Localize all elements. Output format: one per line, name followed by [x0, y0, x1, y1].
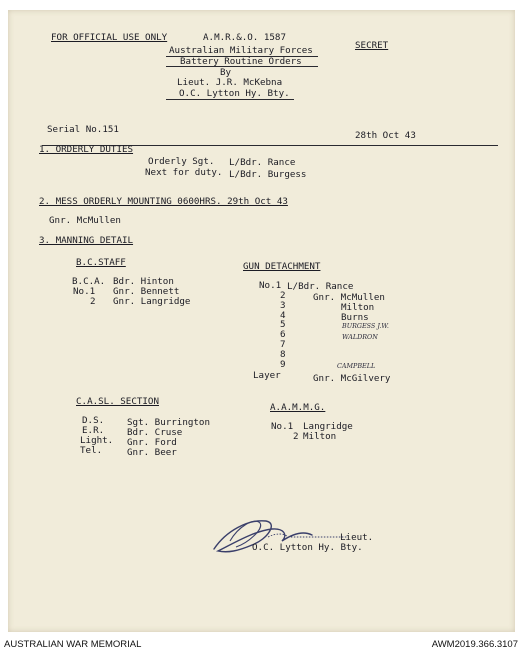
gun-name-handwritten: BURGESS J.W.: [342, 322, 389, 330]
gun-no: No.1: [259, 280, 282, 291]
gun-no: 9: [280, 359, 286, 370]
aammg-no: No.1: [271, 421, 294, 432]
gun-no: 4: [280, 310, 286, 321]
header-line-4: Lieut. J.R. McKebna: [177, 77, 283, 88]
header-rule-1: [166, 56, 318, 57]
footer-accession-number: AWM2019.366.3107: [431, 639, 518, 650]
mess-orderly-name: Gnr. McMullen: [49, 215, 121, 226]
gun-no: 8: [280, 349, 286, 360]
orderly-sgt-role: Orderly Sgt.: [148, 156, 215, 167]
bc-staff-name: Gnr. Bennett: [113, 286, 180, 297]
manning-detail-title: 3. MANNING DETAIL: [39, 235, 134, 246]
casl-role: D.S.: [82, 415, 105, 426]
gun-name: Gnr. McGilvery: [313, 373, 391, 384]
bc-staff-name: Gnr. Langridge: [113, 296, 191, 307]
bc-staff-name: Bdr. Hinton: [113, 276, 174, 287]
order-code: A.M.R.&.O. 1587: [203, 32, 286, 43]
signature-title: Lieut.: [340, 532, 374, 543]
footer-archive-name: AUSTRALIAN WAR MEMORIAL: [4, 639, 142, 650]
casl-section-title: C.A.SL. SECTION: [76, 396, 159, 407]
gun-no: 7: [280, 339, 286, 350]
secret-label: SECRET: [355, 40, 389, 51]
orderly-duties-title: 1. ORDERLY DUTIES: [39, 144, 134, 155]
gun-no: 5: [280, 319, 286, 330]
aammg-name: Milton: [303, 431, 337, 442]
orderly-sgt-name: L/Bdr. Rance: [229, 157, 296, 168]
serial-number: Serial No.151: [47, 124, 119, 135]
gun-no: 6: [280, 329, 286, 340]
gun-name: Milton: [341, 302, 375, 313]
official-use-label: FOR OFFICIAL USE ONLY: [51, 32, 168, 43]
bc-staff-role: 2: [90, 296, 96, 307]
gun-name: L/Bdr. Rance: [287, 281, 354, 292]
header-rule-2: [166, 66, 318, 67]
aammg-no: 2: [293, 431, 299, 442]
casl-role: Light.: [80, 435, 114, 446]
casl-name: Gnr. Beer: [127, 447, 177, 458]
serial-date: 28th Oct 43: [355, 130, 416, 141]
casl-name: Gnr. Ford: [127, 437, 177, 448]
next-for-duty-role: Next for duty.: [145, 167, 223, 178]
aammg-title: A.A.M.M.G.: [270, 402, 326, 413]
gun-no: 3: [280, 300, 286, 311]
header-line-1: Australian Military Forces: [169, 45, 313, 56]
signature-unit: O.C. Lytton Hy. Bty.: [252, 542, 363, 553]
header-line-5: O.C. Lytton Hy. Bty.: [179, 88, 290, 99]
gun-no: Layer: [253, 370, 281, 381]
mess-orderly-title: 2. MESS ORDERLY MOUNTING 0600HRS. 29th Oct 43: [39, 196, 288, 207]
gun-name: Burns: [341, 312, 369, 323]
bc-staff-role: B.C.A.: [72, 276, 106, 287]
gun-name-handwritten: CAMPBELL: [337, 362, 376, 370]
casl-role: Tel.: [80, 445, 103, 456]
bc-staff-role: No.1: [73, 286, 96, 297]
gun-name: Gnr. McMullen: [313, 292, 385, 303]
gun-detachment-title: GUN DETACHMENT: [243, 261, 321, 272]
gun-name-handwritten: WALDRON: [342, 333, 378, 341]
bc-staff-title: B.C.STAFF: [76, 257, 126, 268]
gun-no: 2: [280, 290, 286, 301]
header-line-3: By: [220, 67, 232, 78]
signature-scribble: [208, 511, 348, 561]
header-rule-3: [166, 99, 294, 100]
aammg-name: Langridge: [303, 421, 353, 432]
header-line-2: Battery Routine Orders: [180, 56, 302, 67]
next-for-duty-name: L/Bdr. Burgess: [229, 169, 307, 180]
casl-name: Bdr. Cruse: [127, 427, 183, 438]
casl-name: Sgt. Burrington: [127, 417, 210, 428]
casl-role: E.R.: [82, 425, 105, 436]
